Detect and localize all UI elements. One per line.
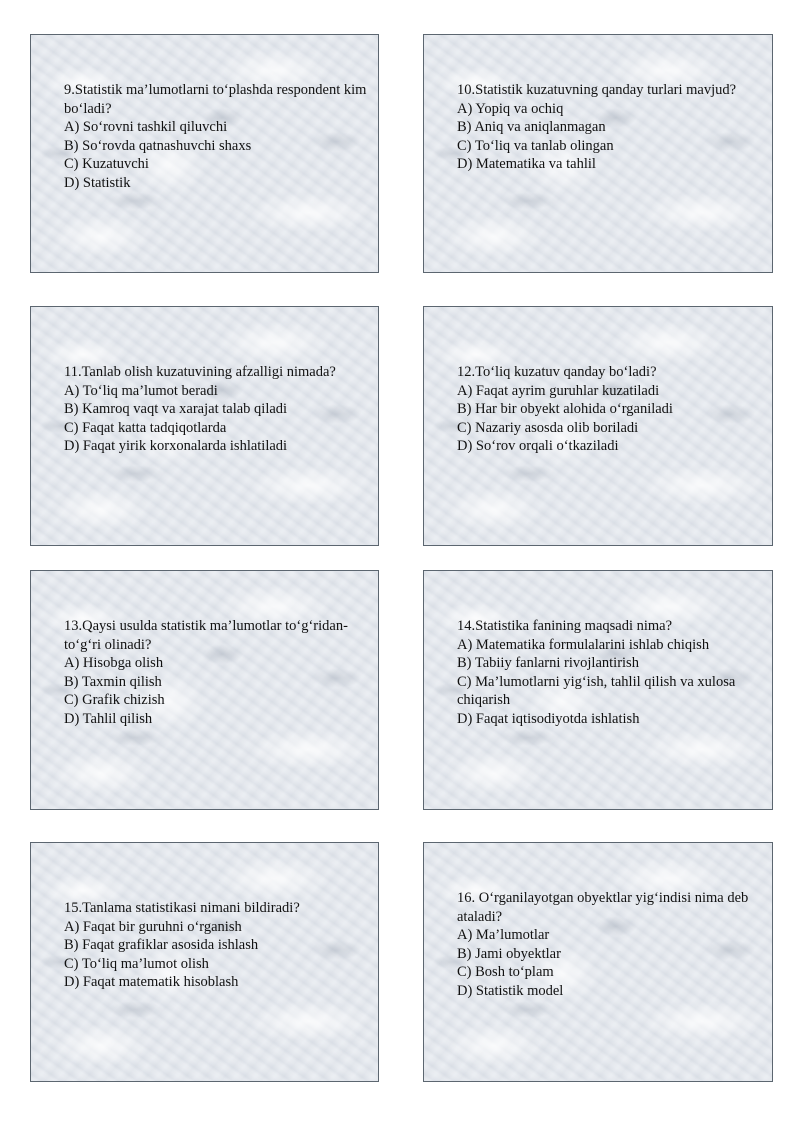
option-a: A) Hisobga olish [64, 655, 164, 671]
option-d: D) Statistik [64, 174, 131, 191]
question-title: 13.Qaysi usulda statistik ma’lumotlar to‘g‘ridan-to‘g‘ri olinadi? [64, 618, 348, 653]
option-d: D) Faqat matematik hisoblash [64, 974, 239, 990]
option-d: D) Matematika va tahlil [457, 156, 596, 172]
option-b: B) Tabiiy fanlarni rivojlantirish [457, 655, 639, 671]
option-c: C) Grafik chizish [64, 692, 165, 708]
option-b: B) Faqat grafiklar asosida ishlash [64, 937, 259, 953]
option-c: C) To‘liq ma’lumot olish [64, 955, 209, 972]
question-card-9 [30, 34, 379, 273]
option-b: B) Kamroq vaqt va xarajat talab qiladi [64, 401, 288, 417]
question-card-14 [423, 570, 773, 810]
option-c: C) Nazariy asosda olib boriladi [457, 419, 639, 436]
question-title: 14.Statistika fanining maqsadi nima? [457, 618, 673, 634]
question-card-15 [30, 842, 379, 1082]
option-a: A) Faqat ayrim guruhlar kuzatiladi [457, 382, 660, 399]
question-title: 9.Statistik ma’lumotlarni to‘plashda respondent kim bo‘ladi? [64, 82, 367, 117]
question-title: 16. O‘rganilayotgan obyektlar yig‘indisi nima deb ataladi? [457, 890, 749, 925]
option-a: A) Ma’lumotlar [457, 927, 550, 943]
option-d: D) Statistik model [457, 982, 564, 999]
question-text-block [457, 889, 764, 1000]
question-card-10 [423, 34, 773, 273]
question-card-11 [30, 306, 379, 546]
question-text-block [457, 617, 764, 728]
option-c: C) Kuzatuvchi [64, 156, 149, 172]
option-b: B) Taxmin qilish [64, 673, 162, 690]
option-a: A) So‘rovni tashkil qiluvchi [64, 119, 228, 135]
question-text-block [64, 363, 370, 456]
question-card-13 [30, 570, 379, 810]
option-b: B) Jami obyektlar [457, 945, 561, 962]
question-title: 12.To‘liq kuzatuv qanday bo‘ladi? [457, 364, 657, 380]
option-c: C) Bosh to‘plam [457, 964, 554, 980]
question-title: 11.Tanlab olish kuzatuvining afzalligi nimada? [64, 364, 336, 380]
question-text-block [457, 81, 764, 174]
option-a: A) Matematika formulalarini ishlab chiqish [457, 636, 710, 653]
option-d: D) Faqat yirik korxonalarda ishlatiladi [64, 438, 288, 454]
option-a: A) Faqat bir guruhni o‘rganish [64, 918, 242, 935]
option-a: A) Yopiq va ochiq [457, 100, 564, 117]
question-text-block [64, 617, 370, 728]
option-d: D) Faqat iqtisodiyotda ishlatish [457, 710, 640, 727]
option-b: B) Aniq va aniqlanmagan [457, 119, 606, 135]
option-c: C) Faqat katta tadqiqotlarda [64, 419, 227, 436]
option-a: A) To‘liq ma’lumot beradi [64, 382, 218, 399]
question-title: 15.Tanlama statistikasi nimani bildiradi? [64, 900, 300, 916]
option-d: D) So‘rov orqali o‘tkaziladi [457, 438, 619, 454]
option-c: C) Ma’lumotlarni yig‘ish, tahlil qilish va xulosa chiqarish [457, 673, 736, 708]
question-card-16 [423, 842, 773, 1082]
question-text-block [457, 363, 764, 456]
question-title: 10.Statistik kuzatuvning qanday turlari mavjud? [457, 82, 737, 98]
option-b: B) Har bir obyekt alohida o‘rganiladi [457, 401, 673, 417]
option-c: C) To‘liq va tanlab olingan [457, 137, 614, 154]
option-b: B) So‘rovda qatnashuvchi shaxs [64, 137, 252, 154]
question-card-12 [423, 306, 773, 546]
question-text-block [64, 81, 370, 192]
question-text-block [64, 899, 370, 992]
option-d: D) Tahlil qilish [64, 710, 153, 727]
